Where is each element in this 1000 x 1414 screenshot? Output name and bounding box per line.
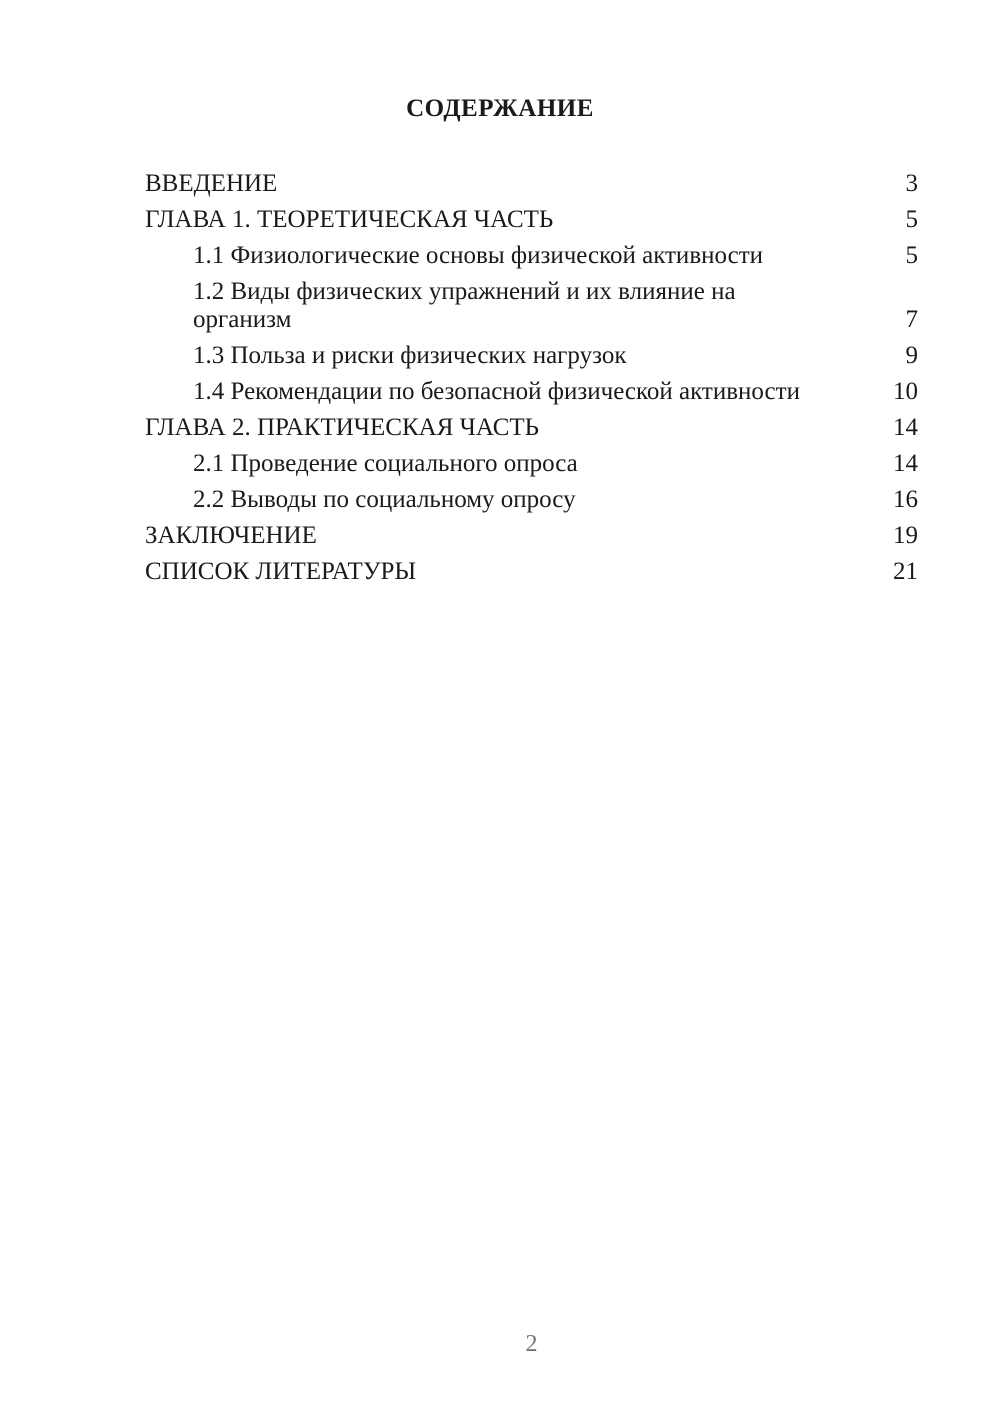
page-title: СОДЕРЖАНИЕ <box>406 95 594 122</box>
toc-entry <box>145 342 918 370</box>
toc-entry-line: 2.1 Проведение социального опроса <box>193 450 578 477</box>
toc-entry-page-number: 16 <box>893 486 918 513</box>
toc-entry-text <box>145 450 881 478</box>
toc-entry-page-number: 14 <box>893 450 918 477</box>
toc-entry <box>145 450 918 478</box>
toc-entry <box>145 242 918 270</box>
toc-entry-page-number: 14 <box>893 414 918 441</box>
toc-entry <box>145 206 918 234</box>
toc-entry-text <box>145 278 894 334</box>
toc-entry-line: 1.4 Рекомендации по безопасной физической активности <box>193 378 800 405</box>
toc-entry-page-number: 9 <box>905 342 918 369</box>
toc-entry-line: ГЛАВА 1. ТЕОРЕТИЧЕСКАЯ ЧАСТЬ <box>145 206 554 233</box>
toc-entry-line: 1.1 Физиологические основы физической активности <box>193 242 764 269</box>
toc-entry <box>145 378 918 406</box>
toc-entry-text <box>145 378 881 406</box>
toc-entry <box>145 558 918 586</box>
toc-entry-line: ЗАКЛЮЧЕНИЕ <box>145 522 317 549</box>
toc-entry-page-number: 10 <box>893 378 918 405</box>
toc-entry-line: 1.3 Польза и риски физических нагрузок <box>193 342 627 369</box>
table-of-contents <box>145 170 918 594</box>
toc-entry-text <box>145 558 881 586</box>
toc-entry-text <box>145 342 894 370</box>
toc-entry <box>145 414 918 442</box>
footer-page-number: 2 <box>525 1331 538 1357</box>
toc-entry-page-number: 5 <box>905 242 918 269</box>
toc-entry-text <box>145 206 894 234</box>
toc-entry-page-number: 7 <box>905 306 918 333</box>
toc-entry-line: 1.2 Виды физических упражнений и их влияние на <box>193 278 736 305</box>
toc-entry <box>145 278 918 334</box>
toc-entry-page-number: 21 <box>893 558 918 585</box>
toc-entry-line: 2.2 Выводы по социальному опросу <box>193 486 576 513</box>
toc-entry-text <box>145 414 881 442</box>
toc-entry-page-number: 19 <box>893 522 918 549</box>
toc-entry <box>145 522 918 550</box>
toc-entry <box>145 486 918 514</box>
toc-entry-line: организм <box>193 306 292 333</box>
toc-entry-text <box>145 170 894 198</box>
toc-entry-text <box>145 242 894 270</box>
toc-entry-line: ГЛАВА 2. ПРАКТИЧЕСКАЯ ЧАСТЬ <box>145 414 540 441</box>
toc-entry-line: ВВЕДЕНИЕ <box>145 170 278 197</box>
toc-entry-text <box>145 486 881 514</box>
toc-entry-page-number: 5 <box>905 206 918 233</box>
toc-entry-page-number: 3 <box>905 170 918 197</box>
toc-entry-line: СПИСОК ЛИТЕРАТУРЫ <box>145 558 417 585</box>
toc-entry <box>145 170 918 198</box>
toc-entry-text <box>145 522 881 550</box>
